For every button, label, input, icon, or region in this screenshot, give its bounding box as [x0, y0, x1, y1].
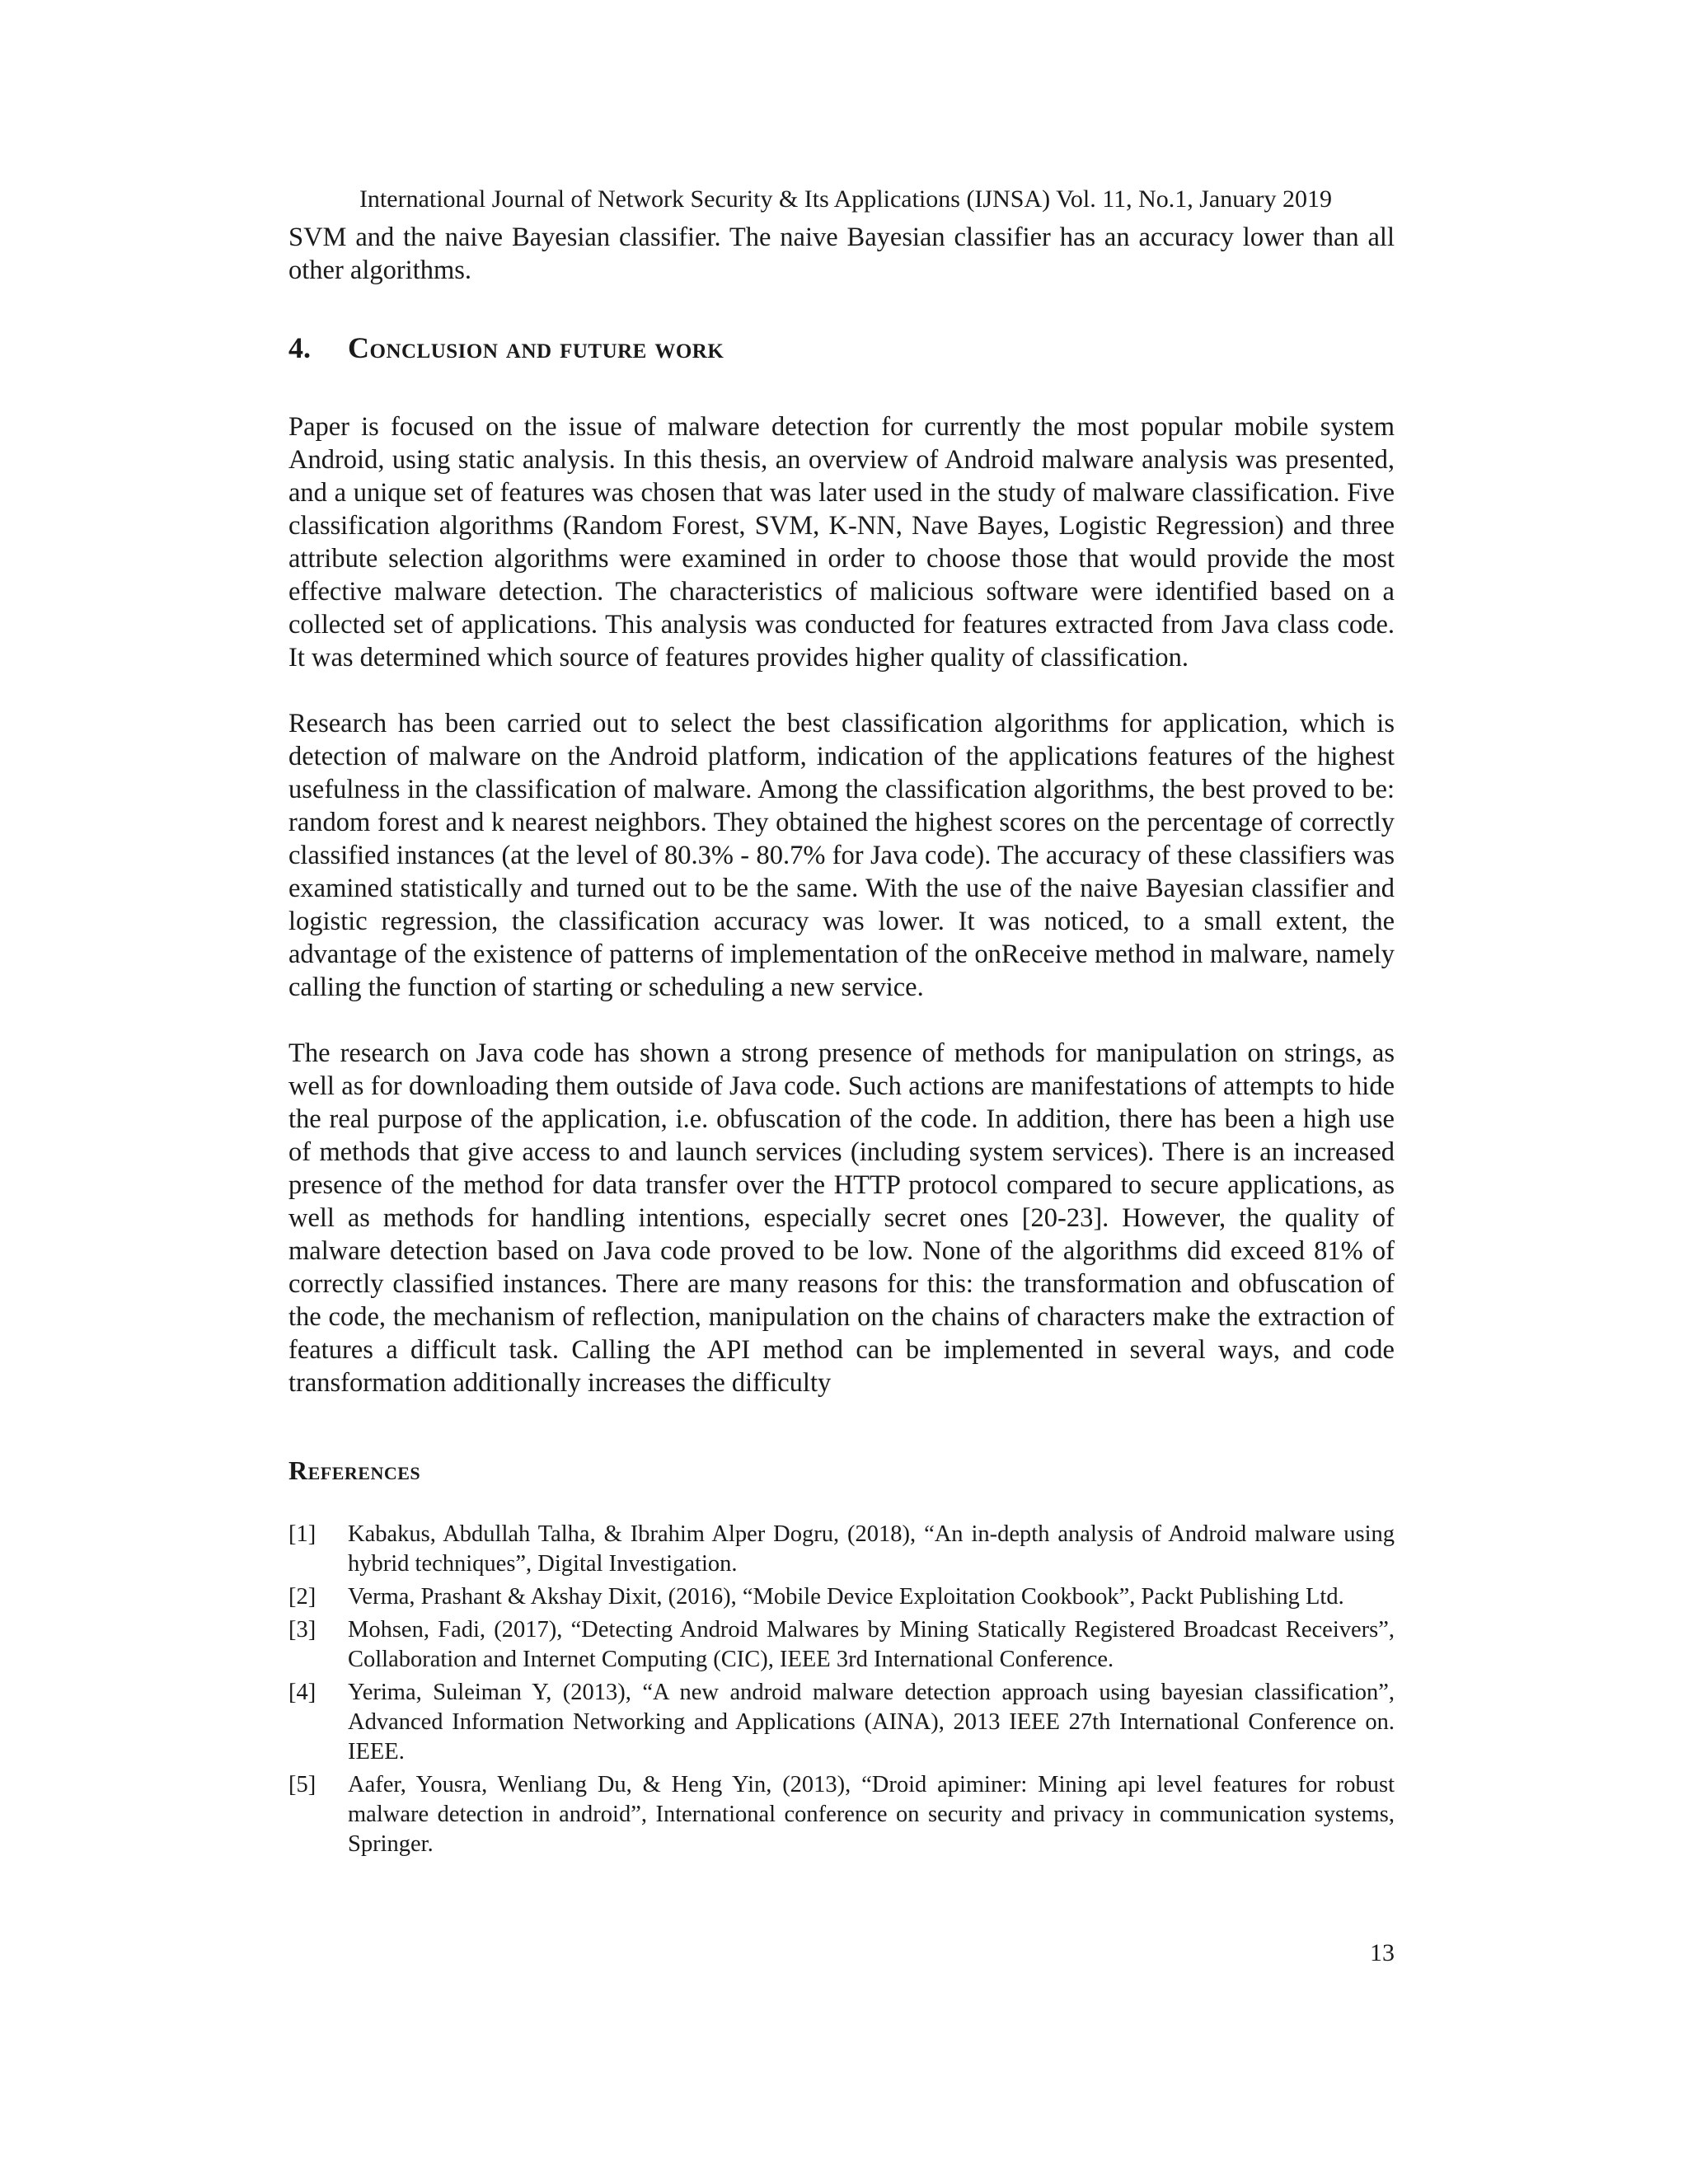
reference-list — [288, 1520, 1395, 1859]
reference-item — [288, 1678, 1395, 1767]
reference-text: Kabakus, Abdullah Talha, & Ibrahim Alper Dogru, (2018), “An in-depth analysis of Android malware using hybrid techniques”, Digital Investigation. — [348, 1521, 1395, 1577]
conclusion-paragraph-3: The research on Java code has shown a strong presence of methods for manipulation on strings, as well as for downloading them outside of Java code. Such actions are manifestations of attempts to hide the real purpose of the application, i.e. obfuscation of the code. In addition, there has been a high use of methods that give access to and launch services (including system services). There is an increased presence of the method for data transfer over the HTTP protocol compared to secure applications, as well as methods for handling intentions, especially secret ones [20-23]. However, the quality of malware detection based on Java code proved to be low. None of the algorithms did exceed 81% of correctly classified instances. There are many reasons for this: the transformation and obfuscation of the code, the mechanism of reflection, manipulation on the chains of characters make the extraction of features a difficult task. Calling the API method can be implemented in several ways, and code transformation additionally increases the difficulty — [288, 1038, 1395, 1398]
page-content — [288, 221, 1395, 1863]
section-title: Conclusion and future work — [348, 331, 724, 364]
reference-item — [288, 1770, 1395, 1859]
conclusion-paragraph-1: Paper is focused on the issue of malware detection for currently the most popular mobile system Android, using static analysis. In this thesis, an overview of Android malware analysis was presented, and a unique set of features was chosen that was later used in the study of malware classification. Five classification algorithms (Random Forest, SVM, K-NN, Nave Bayes, Logistic Regression) and three attribute selection algorithms were examined in order to choose those that would provide the most effective malware detection. The characteristics of malicious software were identified based on a collected set of applications. This analysis was conducted for features extracted from Java class code. It was determined which source of features provides higher quality of classification. — [288, 412, 1395, 673]
intro-paragraph: SVM and the naive Bayesian classifier. The naive Bayesian classifier has an accuracy lower than all other algorithms. — [288, 223, 1395, 285]
reference-number: [4] — [288, 1680, 316, 1705]
reference-number: [3] — [288, 1617, 316, 1643]
reference-item — [288, 1520, 1395, 1579]
reference-text: Aafer, Yousra, Wenliang Du, & Heng Yin, (2013), “Droid apiminer: Mining api level features for robust malware detection in android”, International conference on security and privacy in communication systems, Springer. — [348, 1772, 1395, 1857]
reference-text: Verma, Prashant & Akshay Dixit, (2016), “Mobile Device Exploitation Cookbook”, Packt Publishing Ltd. — [348, 1584, 1344, 1610]
reference-number: [5] — [288, 1772, 316, 1797]
conclusion-paragraph-2: Research has been carried out to select the best classification algorithms for application, which is detection of malware on the Android platform, indication of the applications features of the highest usefulness in the classification of malware. Among the classification algorithms, the best proved to be: random forest and k nearest neighbors. They obtained the highest scores on the percentage of correctly classified instances (at the level of 80.3% - 80.7% for Java code). The accuracy of these classifiers was examined statistically and turned out to be the same. With the use of the naive Bayesian classifier and logistic regression, the classification accuracy was lower. It was noticed, to a small extent, the advantage of the existence of patterns of implementation of the onReceive method in malware, namely calling the function of starting or scheduling a new service. — [288, 709, 1395, 1002]
references-heading: References — [288, 1455, 421, 1485]
section-heading — [288, 331, 1395, 364]
reference-text: Yerima, Suleiman Y, (2013), “A new android malware detection approach using bayesian classification”, Advanced Information Networking and Applications (AINA), 2013 IEEE 27th International Conference on. IEEE. — [348, 1680, 1395, 1765]
running-header: International Journal of Network Security & Its Applications (IJNSA) Vol. 11, No.1, January 2019 — [359, 185, 1333, 213]
reference-item — [288, 1615, 1395, 1675]
reference-text: Mohsen, Fadi, (2017), “Detecting Android Malwares by Mining Statically Registered Broadcast Receivers”, Collaboration and Internet Computing (CIC), IEEE 3rd International Conference. — [348, 1617, 1395, 1672]
reference-number: [2] — [288, 1584, 316, 1610]
reference-number: [1] — [288, 1521, 316, 1547]
section-number: 4. — [288, 331, 311, 364]
page-number: 13 — [1370, 1939, 1395, 1966]
reference-item — [288, 1582, 1395, 1612]
